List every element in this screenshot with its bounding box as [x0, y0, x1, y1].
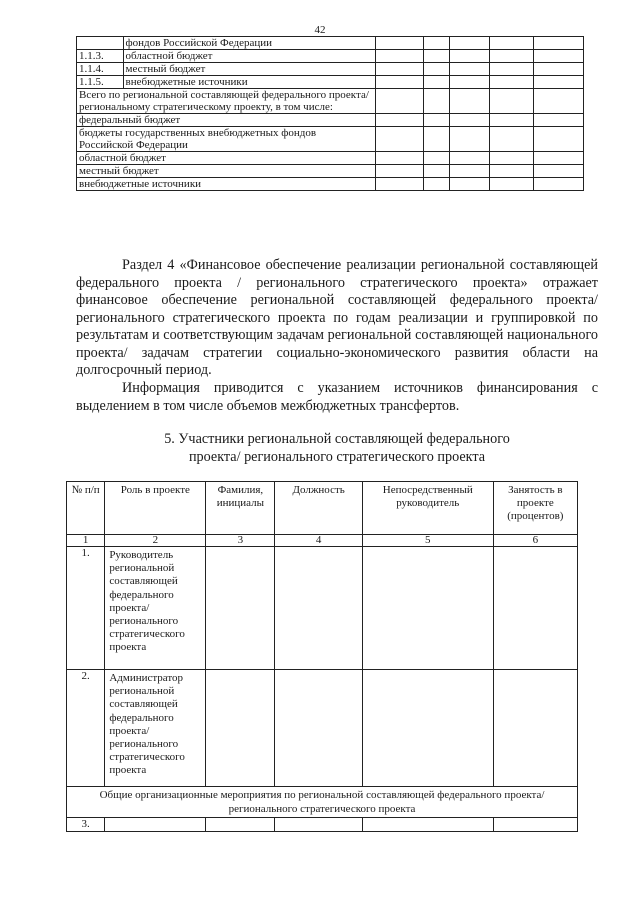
- empty-cell: [375, 89, 423, 114]
- empty-cell: [490, 127, 534, 152]
- column-header: Фамилия, инициалы: [206, 482, 275, 535]
- empty-cell: [450, 37, 490, 50]
- empty-cell: [450, 165, 490, 178]
- empty-cell: [534, 37, 584, 50]
- empty-cell: [534, 89, 584, 114]
- header-row: [67, 482, 578, 535]
- column-number: 1: [67, 535, 105, 547]
- column-header: Занятость в проекте (процентов): [493, 482, 577, 535]
- empty-cell: [375, 114, 423, 127]
- empty-cell: [450, 127, 490, 152]
- empty-cell: [534, 152, 584, 165]
- empty-cell: [490, 152, 534, 165]
- table-row: [67, 818, 578, 832]
- row-label: внебюджетные источники: [123, 76, 375, 89]
- row-label: Всего по региональной составляющей федерального проекта/ региональному стратегическому проекту, в том числе:: [77, 89, 376, 114]
- column-number: 4: [275, 535, 362, 547]
- table-row: [77, 76, 584, 89]
- empty-cell: [275, 547, 362, 670]
- column-number: 3: [206, 535, 275, 547]
- role-cell: Руководитель региональной составляющей федерального проекта/ регионального стратегического проекта: [105, 547, 206, 670]
- row-number: 1.1.5.: [77, 76, 124, 89]
- row-label: областной бюджет: [77, 152, 376, 165]
- empty-cell: [375, 152, 423, 165]
- empty-cell: [490, 165, 534, 178]
- table-row: [67, 547, 578, 670]
- empty-cell: [275, 818, 362, 832]
- empty-cell: [450, 63, 490, 76]
- empty-cell: [490, 114, 534, 127]
- empty-cell: [206, 818, 275, 832]
- empty-cell: [423, 114, 449, 127]
- empty-cell: [423, 127, 449, 152]
- budget-table: [76, 36, 584, 191]
- empty-cell: [423, 37, 449, 50]
- row-number: 2.: [67, 670, 105, 787]
- row-label: местный бюджет: [123, 63, 375, 76]
- column-number: 6: [493, 535, 577, 547]
- empty-cell: [375, 37, 423, 50]
- row-number: 1.1.4.: [77, 63, 124, 76]
- column-header: № п/п: [67, 482, 105, 535]
- general-activities-row: [67, 787, 578, 818]
- heading-line: проекта/ регионального стратегического проекта: [188, 449, 486, 465]
- empty-cell: [362, 547, 493, 670]
- row-number: 3.: [67, 818, 105, 832]
- empty-cell: [375, 50, 423, 63]
- row-label: бюджеты государственных внебюджетных фондов Российской Федерации: [77, 127, 376, 152]
- row-label: фондов Российской Федерации: [123, 37, 375, 50]
- section5-heading: [76, 430, 598, 466]
- empty-cell: [423, 152, 449, 165]
- empty-cell: [490, 63, 534, 76]
- row-number: 1.: [67, 547, 105, 670]
- empty-cell: [423, 165, 449, 178]
- empty-cell: [534, 63, 584, 76]
- column-number-row: [67, 535, 578, 547]
- row-label: федеральный бюджет: [77, 114, 376, 127]
- empty-cell: [534, 50, 584, 63]
- empty-cell: [450, 89, 490, 114]
- empty-cell: [490, 76, 534, 89]
- table-row: [77, 50, 584, 63]
- empty-cell: [490, 50, 534, 63]
- row-number: [77, 37, 124, 50]
- section4-paragraph: Раздел 4 «Финансовое обеспечение реализации региональной составляющей федерального проекта / регионального стратегического проекта» отражает финансовое обеспечение региональной составляющей федерального проекта/ регионального стратегического проекта по годам реализации и группировкой по результатам и соответствующим задачам региональной составляющей национального проекта/ задачам стратегии социально-экономического развития области на долгосрочный период.: [76, 257, 598, 378]
- table-row: [77, 63, 584, 76]
- empty-cell: [493, 818, 577, 832]
- empty-cell: [490, 178, 534, 191]
- heading-line: 5. Участники региональной составляющей федерального: [164, 431, 510, 447]
- participants-table: [66, 481, 578, 832]
- row-label: местный бюджет: [77, 165, 376, 178]
- column-header: Должность: [275, 482, 362, 535]
- empty-cell: [206, 547, 275, 670]
- empty-cell: [423, 178, 449, 191]
- sources-paragraph: Информация приводится с указанием источников финансирования с выделением в том числе объемов межбюджетных трансфертов.: [76, 380, 598, 414]
- row-label: внебюджетные источники: [77, 178, 376, 191]
- empty-cell: [490, 89, 534, 114]
- empty-cell: [423, 89, 449, 114]
- empty-cell: [450, 76, 490, 89]
- table-row: [77, 114, 584, 127]
- empty-cell: [490, 37, 534, 50]
- column-header: Роль в проекте: [105, 482, 206, 535]
- empty-cell: [534, 127, 584, 152]
- empty-cell: [375, 127, 423, 152]
- row-label: областной бюджет: [123, 50, 375, 63]
- empty-cell: [450, 50, 490, 63]
- empty-cell: [493, 547, 577, 670]
- empty-cell: [362, 818, 493, 832]
- table-row: [77, 152, 584, 165]
- empty-cell: [423, 76, 449, 89]
- empty-cell: [375, 165, 423, 178]
- empty-cell: [493, 670, 577, 787]
- empty-cell: [450, 178, 490, 191]
- empty-cell: [534, 178, 584, 191]
- table-row: [67, 670, 578, 787]
- empty-cell: [206, 670, 275, 787]
- empty-cell: [105, 818, 206, 832]
- general-activities-label: Общие организационные мероприятия по региональной составляющей федерального проекта/ регионального стратегического проекта: [67, 787, 578, 818]
- row-number: 1.1.3.: [77, 50, 124, 63]
- role-cell: Администратор региональной составляющей федерального проекта/ регионального стратегического проекта: [105, 670, 206, 787]
- column-header: Непосредственный руководитель: [362, 482, 493, 535]
- empty-cell: [423, 63, 449, 76]
- empty-cell: [275, 670, 362, 787]
- table-row: [77, 89, 584, 114]
- empty-cell: [534, 76, 584, 89]
- table-row: [77, 165, 584, 178]
- page-number: 42: [314, 24, 326, 36]
- empty-cell: [450, 114, 490, 127]
- empty-cell: [375, 178, 423, 191]
- empty-cell: [534, 165, 584, 178]
- empty-cell: [375, 76, 423, 89]
- column-number: 5: [362, 535, 493, 547]
- empty-cell: [375, 63, 423, 76]
- empty-cell: [450, 152, 490, 165]
- table-row: [77, 37, 584, 50]
- empty-cell: [534, 114, 584, 127]
- table-row: [77, 178, 584, 191]
- table-row: [77, 127, 584, 152]
- empty-cell: [362, 670, 493, 787]
- empty-cell: [423, 50, 449, 63]
- column-number: 2: [105, 535, 206, 547]
